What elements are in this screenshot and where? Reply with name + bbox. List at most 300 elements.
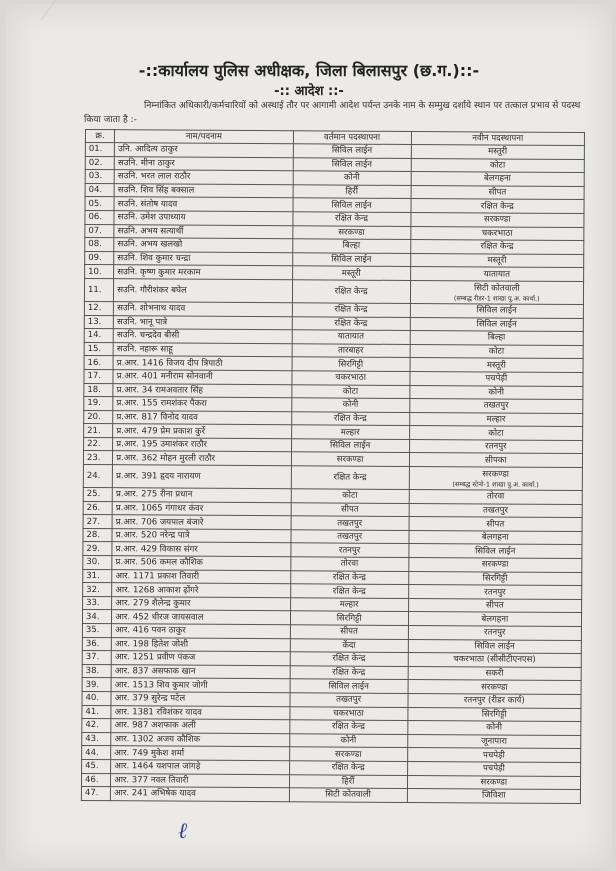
serial-cell (82, 719, 111, 733)
serial-cell-text: 35. (85, 625, 100, 636)
serial-cell (82, 732, 111, 746)
new-posting-cell-text: रक्षित केन्द्र (480, 201, 514, 212)
name-cell-text: आर. 279 शैलेन्द्र कुमार (115, 598, 191, 609)
current-posting-cell (289, 734, 407, 748)
serial-cell (83, 488, 112, 502)
current-posting-cell-text: सीपत (340, 626, 358, 637)
serial-cell-text: 25. (86, 489, 101, 500)
serial-cell-text: 03. (88, 171, 103, 182)
current-posting-cell-text: चकरभाठा (333, 708, 364, 719)
current-posting-cell-text: सिरगिट्टी (338, 359, 364, 370)
serial-cell-text: 15. (87, 344, 102, 355)
serial-cell (82, 746, 111, 760)
current-posting-cell-text: यातायात (337, 331, 364, 343)
current-posting-cell (292, 371, 410, 385)
serial-cell-text: 37. (85, 652, 100, 663)
serial-cell-text: 30. (86, 557, 100, 568)
new-posting-cell (408, 598, 582, 613)
new-posting-cell (409, 412, 583, 427)
serial-cell-text: 18. (87, 384, 101, 395)
serial-cell (85, 143, 114, 157)
serial-cell-text: 34. (85, 611, 100, 622)
current-posting-cell (291, 502, 409, 516)
name-cell (114, 279, 293, 303)
new-posting-cell (409, 517, 583, 532)
new-posting-cell (408, 558, 582, 573)
new-posting-cell (411, 199, 585, 214)
current-posting-cell-text: केंदा (342, 640, 356, 651)
current-posting-cell (290, 611, 408, 625)
new-posting-cell-text: सिविल लाईन (476, 305, 517, 316)
name-cell (112, 488, 291, 503)
new-posting-cell (410, 212, 584, 227)
current-posting-cell-text: रक्षित केन्द्र (333, 413, 367, 424)
serial-cell-text: 19. (87, 398, 101, 409)
attachment-note: (सम्बद्ध रीडर-1 शाखा पु.अ. कार्या.) (453, 294, 540, 303)
serial-cell (83, 515, 112, 529)
new-posting-cell-text: मस्तूरी (487, 255, 507, 266)
new-posting-cell (409, 467, 583, 491)
serial-cell-text: 31. (86, 570, 100, 582)
new-posting-cell-text: रतनपुर (484, 586, 506, 598)
new-posting-cell (408, 639, 582, 654)
table-row (84, 278, 583, 304)
document-page (6, 4, 612, 868)
current-posting-cell (290, 598, 408, 612)
header-name: नाम/पदनाम (115, 130, 293, 144)
new-posting-cell (408, 693, 582, 708)
serial-cell (83, 465, 112, 488)
name-cell-text: आर. 1464 यशपाल जांगड़े (114, 761, 201, 772)
new-posting-cell (408, 680, 582, 695)
serial-cell (82, 651, 111, 665)
name-cell (112, 624, 291, 639)
new-posting-cell (408, 666, 582, 681)
new-posting-cell-text: रक्षित केन्द्र (480, 241, 514, 253)
name-cell-text: आर. 1302 अजय कौशिक (114, 734, 201, 745)
current-posting-cell (291, 530, 409, 544)
name-cell-text: सउनि. गौरीशंकर बघेल (117, 285, 187, 296)
current-posting-cell-text: हिर्री (341, 776, 355, 787)
current-posting-cell (292, 266, 410, 280)
current-posting-cell (290, 625, 408, 639)
serial-cell-text: 33. (86, 598, 100, 609)
serial-cell (82, 759, 111, 773)
name-cell-text: आर. 1268 आकाश ढ़ोंगरे (115, 584, 199, 596)
current-posting-cell (291, 425, 409, 439)
table-row (81, 787, 580, 804)
current-posting-cell-text: तखतपुर (337, 531, 363, 542)
new-posting-cell-text: तखतपुर (482, 505, 508, 516)
header-serial: क्र. (85, 130, 114, 143)
current-posting-cell-text: मस्तूरी (341, 268, 361, 279)
name-cell (114, 211, 293, 226)
current-posting-cell-text: बिल्हा (342, 241, 361, 252)
office-title: -::कार्यालय पुलिस अधीक्षक, जिला बिलासपुर (छ.ग.)::- (138, 61, 480, 80)
current-posting-cell (291, 516, 409, 530)
name-cell-text: प्र.आर. 275 रीना प्रधान (115, 489, 193, 501)
name-cell-text: आर. 749 मुकेश शर्मा (114, 747, 185, 759)
current-posting-cell (290, 652, 408, 666)
header-current-posting: वर्तमान पदस्थापना (293, 131, 411, 145)
name-cell (113, 315, 292, 330)
new-posting-cell-text: जूनापारा (481, 736, 508, 747)
serial-cell (84, 369, 113, 383)
new-posting-cell-text: रतनपुर (484, 627, 506, 638)
name-cell-text: सउनि. भानू पात्रे (117, 317, 168, 328)
new-posting-cell-text: चकरभाठा (सीसीटीएनएस) (453, 654, 536, 666)
current-posting-cell-text: रक्षित केन्द्र (332, 654, 366, 665)
name-cell (111, 719, 290, 734)
current-posting-cell-text: तखतपुर (337, 518, 363, 529)
name-cell-text: आर. 1171 प्रकाश तिवारी (115, 571, 200, 582)
new-posting-cell-text: सिविल लाईन (474, 641, 515, 652)
serial-cell (85, 170, 114, 184)
attachment-note: (सम्बद्ध स्टेनो-1 शाखा पु.अ. कार्या.) (452, 480, 539, 489)
new-posting-cell-text: कोटा (488, 428, 504, 439)
new-posting-cell-text: जिविशा (481, 790, 506, 802)
new-posting-cell (411, 185, 585, 200)
new-posting-cell (409, 490, 583, 505)
current-posting-cell-text: तोरवा (340, 558, 359, 570)
name-cell-text: उनि. आदित्य ठाकुर (118, 144, 178, 155)
new-posting-cell (407, 789, 581, 804)
new-posting-cell-text: पचपेड़ी (485, 373, 508, 384)
serial-cell-text: 47. (84, 788, 99, 799)
serial-cell (82, 691, 111, 705)
new-posting-cell (411, 144, 585, 159)
serial-cell (84, 278, 113, 301)
new-posting-cell-text: मस्तूरी (486, 360, 506, 371)
serial-cell-text: 11. (87, 284, 102, 296)
serial-cell (81, 773, 110, 787)
new-posting-cell-text: बिल्हा (487, 332, 506, 343)
serial-cell (85, 156, 114, 170)
new-posting-cell-text: रतनपुर (485, 441, 507, 452)
current-posting-cell (292, 384, 410, 398)
current-posting-cell-text: तारबाहर (337, 345, 364, 356)
serial-cell (85, 251, 114, 265)
name-cell (111, 760, 290, 775)
new-posting-cell (410, 226, 584, 241)
serial-cell (84, 342, 113, 356)
name-cell-text: प्र.आर. 506 कमल कौशिक (115, 557, 203, 569)
current-posting-cell (290, 693, 408, 707)
name-cell (112, 596, 291, 611)
name-cell-text: सउनि. शिव सिंह बक्साल (117, 185, 195, 196)
current-posting-cell-text: रक्षित केन्द्र (331, 762, 365, 773)
name-cell-text: सउनि. शोभनाथ यादव (117, 303, 186, 314)
current-posting-cell (292, 316, 410, 330)
name-cell (113, 397, 292, 412)
serial-cell-text: 10. (88, 266, 102, 277)
current-posting-cell (292, 253, 410, 267)
name-cell-text: आर. 987 अशफाक अली (114, 720, 196, 732)
current-posting-cell-text: सीपत (340, 504, 359, 515)
serial-cell-text: 43. (85, 734, 99, 745)
name-cell (111, 678, 290, 693)
new-posting-cell (410, 303, 584, 318)
new-posting-cell (410, 240, 584, 255)
serial-cell (83, 501, 112, 515)
current-posting-cell (291, 543, 409, 557)
current-posting-cell-text: मल्हार (339, 599, 359, 610)
name-cell-text: सउनि. भरत लाल राठौर (117, 171, 191, 183)
serial-cell (83, 542, 112, 556)
name-cell-text: आर. 837 असफाक खान (114, 666, 196, 677)
new-posting-cell-text: सीपका (484, 455, 507, 466)
name-cell-text: प्र.आर. 391 हृदय नारायण (116, 471, 201, 482)
name-cell (111, 664, 290, 679)
name-cell-text: आर. 198 हितेश जोशी (115, 639, 189, 650)
current-posting-cell-text: सिरगिट्टी (336, 613, 362, 624)
name-cell (111, 692, 290, 707)
name-cell-text: सउनि. चन्द्रदेव बीसी (116, 330, 180, 342)
current-posting-cell-text: रक्षित केन्द्र (331, 721, 365, 733)
new-posting-cell-text: कोनी (486, 722, 502, 734)
serial-cell-text: 09. (88, 253, 102, 264)
serial-cell (83, 528, 112, 542)
name-cell (112, 610, 291, 625)
current-posting-cell-text: चकरभाठा (335, 372, 366, 383)
name-cell (112, 515, 291, 530)
name-cell (113, 356, 292, 371)
serial-cell-text: 20. (87, 412, 101, 423)
current-posting-cell-text: सरकण्डा (338, 227, 365, 238)
handwritten-signature: ℓ (178, 819, 188, 844)
name-cell-text: आर. 1513 शिव कुमार जोगी (114, 679, 208, 691)
name-cell (114, 302, 293, 317)
new-posting-cell (409, 530, 583, 545)
new-posting-cell (408, 585, 582, 600)
new-posting-cell (407, 775, 581, 790)
name-cell (112, 556, 291, 571)
current-posting-cell-text: कोटा (342, 490, 358, 502)
current-posting-cell-text: कोनी (343, 173, 360, 184)
new-posting-cell-text: सिरगिट्टी (482, 573, 508, 584)
name-cell-text: प्र.आर. 362 मोहन मुरली राठौर (116, 452, 216, 464)
name-cell-text: प्र.आर. 34 रामअवतार सिंह (116, 384, 203, 396)
current-posting-cell (293, 185, 411, 199)
new-posting-cell-text: सिरगिट्टी (481, 709, 507, 720)
name-cell (112, 569, 291, 584)
new-posting-cell (409, 439, 583, 454)
name-cell-text: आर. 241 अभिषेक यादव (114, 788, 196, 800)
name-cell (114, 224, 293, 239)
new-posting-cell-text: कोनी (488, 387, 505, 398)
serial-cell (81, 787, 110, 801)
serial-cell-text: 27. (86, 516, 101, 527)
name-cell-text: प्र.आर. 195 उमाशंकर राठौर (116, 439, 208, 450)
name-cell (111, 732, 290, 747)
name-cell (112, 637, 291, 652)
serial-cell-text: 45. (85, 761, 99, 772)
serial-cell-text: 04. (88, 185, 103, 196)
new-posting-cell (411, 172, 585, 187)
new-posting-cell-text: यातायात (483, 269, 511, 280)
current-posting-cell (292, 330, 410, 344)
current-posting-cell-text: सरकण्डा (334, 749, 362, 760)
serial-cell-text: 28. (86, 530, 101, 541)
new-posting-cell (410, 344, 584, 359)
name-cell (113, 410, 292, 425)
current-posting-cell-text: रक्षित केन्द्र (335, 213, 369, 224)
transfer-table (81, 129, 585, 804)
new-posting-cell-text: सीपत (488, 187, 507, 198)
current-posting-cell-text: कोनी (340, 735, 357, 746)
serial-cell (82, 610, 111, 624)
serial-cell (83, 451, 112, 465)
serial-cell-text: 24. (86, 471, 101, 482)
current-posting-cell-text: रक्षित केन्द्र (333, 472, 367, 483)
serial-cell-text: 05. (88, 198, 103, 209)
name-cell-text: सउनि. अभय खलखो (117, 239, 183, 251)
current-posting-cell (293, 198, 411, 212)
new-posting-cell-text: सकरी (485, 668, 504, 679)
current-posting-cell (290, 666, 408, 680)
current-posting-cell (293, 157, 411, 171)
serial-cell (83, 569, 112, 583)
new-posting-cell (408, 544, 582, 559)
name-cell-text: प्र.आर. 1416 विजय दीप त्रिपाठी (116, 357, 223, 369)
name-cell (114, 170, 293, 185)
current-posting-cell-text: कोटा (342, 386, 359, 397)
name-cell (112, 583, 291, 598)
order-intro-text: निम्नांकित अधिकारी/कर्मचारियों को अस्थाई तौर पर आगामी आदेश पर्यन्त उनके नाम के सम्मुख दर्शाये स्थान पर तत्काल प्रभाव से पदस्थ किया जाता है :- (84, 101, 581, 125)
current-posting-cell-text: रक्षित केन्द्र (334, 286, 368, 297)
serial-cell-text: 06. (88, 212, 103, 223)
new-posting-cell (410, 358, 584, 373)
name-cell (111, 773, 290, 788)
new-posting-cell-text: सिटी कोतवाली (473, 283, 520, 294)
serial-cell (84, 410, 113, 424)
new-posting-cell (411, 158, 585, 173)
current-posting-cell (291, 411, 409, 425)
new-posting-cell-text: सरकण्डा (481, 559, 509, 570)
new-posting-cell (408, 625, 582, 640)
new-posting-cell-text: मल्हार (486, 414, 506, 425)
current-posting-cell (292, 343, 410, 357)
serial-cell-text: 38. (85, 666, 100, 677)
current-posting-cell (293, 144, 411, 158)
current-posting-cell (290, 557, 408, 571)
current-posting-cell (289, 774, 407, 788)
new-posting-cell (407, 734, 581, 749)
serial-cell (83, 596, 112, 610)
current-posting-cell (291, 452, 409, 466)
name-cell (112, 501, 291, 516)
new-posting-cell (408, 571, 582, 586)
name-cell (113, 451, 292, 466)
serial-cell (83, 583, 112, 597)
new-posting-cell (410, 317, 584, 332)
name-cell-text: प्र.आर. 706 जयपाल बंजारे (115, 516, 204, 528)
current-posting-cell (291, 439, 409, 453)
current-posting-cell-text: सरकण्डा (336, 454, 364, 465)
name-cell-text: प्र.आर. 817 विनोद यादव (116, 412, 198, 423)
new-posting-cell-text: सीपत (486, 519, 505, 530)
serial-cell (84, 383, 113, 397)
current-posting-cell-text: सिविल लाईन (331, 200, 372, 211)
current-posting-cell (289, 720, 407, 734)
serial-cell-text: 14. (87, 330, 102, 341)
current-posting-cell-text: तखतपुर (336, 694, 362, 705)
serial-cell-text: 36. (85, 638, 100, 649)
serial-cell (82, 664, 111, 678)
header-new-posting: नवीन पदस्थापना (411, 131, 584, 145)
serial-cell-text: 08. (88, 239, 102, 250)
name-cell-text: आर. 377 नवल तिवारी (114, 775, 189, 786)
current-posting-cell-text: सिविल लाईन (328, 681, 369, 692)
serial-cell-text: 17. (87, 371, 102, 382)
serial-cell-text: 13. (87, 316, 102, 327)
name-cell-text: सउनि. शिव कुमार चन्द्रा (117, 253, 191, 264)
new-posting-cell-text: पचपेड़ी (483, 750, 505, 761)
name-cell-text: आर. 379 सुरेन्द्र पटेल (114, 693, 186, 704)
current-posting-cell (292, 239, 410, 253)
name-cell-text: प्र.आर. 479 प्रेम प्रकाश कुर्रे (116, 425, 206, 437)
name-cell-text: प्र.आर. 520 नरेन्द्र पात्रे (115, 530, 190, 541)
serial-cell-text: 26. (86, 502, 101, 514)
name-cell (114, 183, 293, 198)
name-cell (114, 265, 293, 280)
serial-cell (84, 437, 113, 451)
serial-cell-text: 07. (88, 225, 102, 236)
current-posting-cell-text: सिविल लाईन (331, 254, 372, 265)
serial-cell-text: 12. (87, 303, 102, 314)
name-cell-text: प्र.आर. 401 मनीराम सोनवानी (116, 371, 213, 382)
new-posting-cell (407, 707, 581, 722)
new-posting-cell (409, 426, 583, 441)
current-posting-cell (290, 570, 408, 584)
new-posting-cell (409, 385, 583, 400)
serial-cell-text: 42. (85, 720, 99, 731)
name-cell-text: आर. 452 धीरज जायसवाल (115, 611, 204, 623)
serial-cell-text: 32. (86, 584, 100, 595)
current-posting-cell-text: रक्षित केन्द्र (332, 586, 366, 597)
name-cell (113, 465, 292, 489)
name-cell (111, 651, 290, 666)
serial-cell (83, 556, 112, 570)
serial-cell (84, 315, 113, 329)
new-posting-cell-text: बेलगहना (481, 532, 509, 543)
current-posting-cell (291, 489, 409, 503)
new-posting-cell-text: तखतपुर (483, 400, 509, 411)
new-posting-cell-text: तोरवा (486, 491, 505, 502)
new-posting-cell-text: कोटा (489, 160, 506, 171)
new-posting-cell (409, 453, 583, 468)
current-posting-cell (290, 706, 408, 720)
name-cell (114, 197, 293, 212)
serial-cell (84, 397, 113, 411)
name-cell (111, 705, 290, 720)
serial-cell (84, 424, 113, 438)
serial-cell (85, 183, 114, 197)
name-cell (114, 251, 293, 266)
current-posting-cell-text: मल्हार (340, 427, 360, 438)
new-posting-cell-text: कोटा (488, 346, 505, 357)
current-posting-cell-text: रतनपुर (338, 545, 361, 556)
serial-cell (85, 265, 114, 279)
current-posting-cell-text: हिर्री (345, 186, 358, 197)
name-cell (114, 238, 293, 253)
serial-cell-text: 23. (86, 452, 101, 463)
current-posting-cell (290, 638, 408, 652)
new-posting-cell (407, 721, 581, 736)
new-posting-cell (409, 399, 583, 414)
serial-cell-text: 22. (87, 439, 101, 450)
serial-cell-text: 44. (85, 747, 99, 758)
